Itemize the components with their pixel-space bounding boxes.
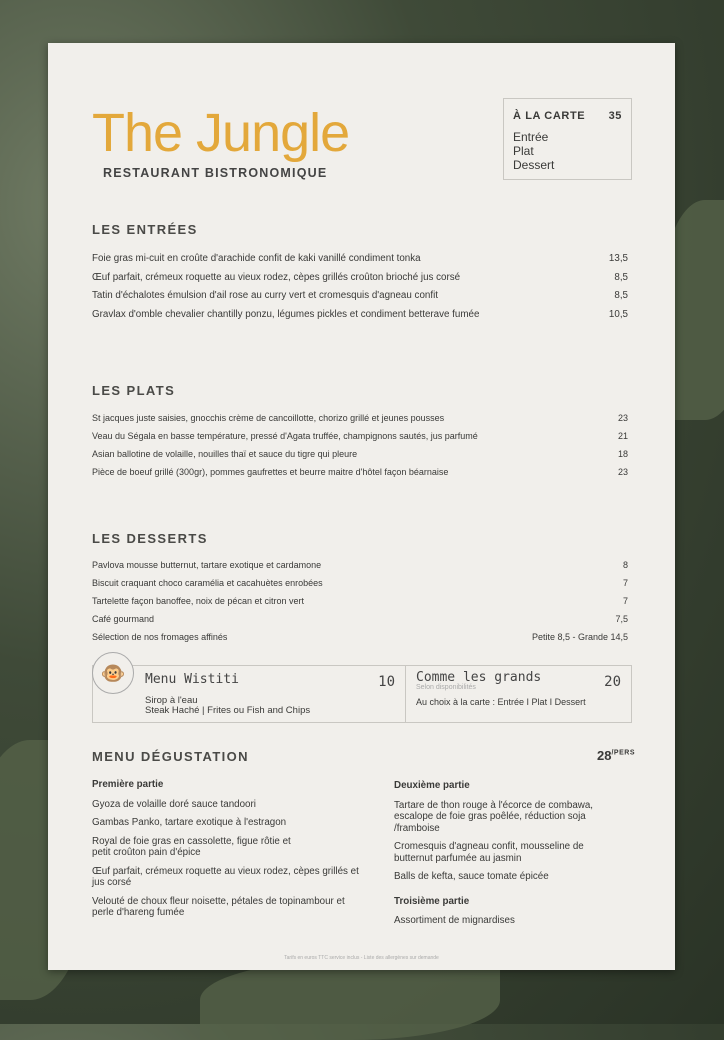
menu-item xyxy=(92,449,628,461)
menu-item xyxy=(92,467,628,479)
item-name: Foie gras mi-cuit en croûte d'arachide confit de kaki vanillé condiment tonka xyxy=(92,253,421,264)
menu-item xyxy=(92,560,628,572)
item-name: Pièce de boeuf grillé (300gr), pommes gaufrettes et beurre maitre d'hôtel façon béarnaise xyxy=(92,467,449,477)
item-name: Asian ballotine de volaille, nouilles thaï et sauce du tigre qui pleure xyxy=(92,449,358,459)
grands-desc: Au choix à la carte : Entrée I Plat I Dessert xyxy=(416,697,586,707)
degustation-part-2 xyxy=(394,780,624,934)
item-price: 7 xyxy=(622,578,628,588)
leaf-decoration xyxy=(200,960,500,1040)
entrees-list xyxy=(92,253,628,327)
item-price: 8 xyxy=(622,560,628,570)
plats-list xyxy=(92,413,628,485)
grands-note: Selon disponibilités xyxy=(416,684,476,691)
dish: Œuf parfait, crémeux roquette au vieux rodez, cèpes grillés et jus corsé xyxy=(92,865,359,888)
dish: Gambas Panko, tartare exotique à l'estragon xyxy=(92,817,287,828)
dish: Assortiment de mignardises xyxy=(394,915,515,926)
item-price: 8,5 xyxy=(614,290,628,301)
menu-item xyxy=(92,578,628,590)
item-name: Œuf parfait, crémeux roquette au vieux rodez, cèpes grillés croûton brioché jus corsé xyxy=(92,271,461,283)
menu-item xyxy=(92,413,628,425)
item-name: Tartelette façon banoffee, noix de pécan et citron vert xyxy=(92,596,304,606)
grands-price: 20 xyxy=(604,674,621,690)
item-name: Café gourmand xyxy=(92,614,155,624)
kids-menu-price: 10 xyxy=(378,674,395,690)
logo-subtitle: RESTAURANT BISTRONOMIQUE xyxy=(103,166,328,180)
menu-item xyxy=(92,614,628,626)
carte-item: Plat xyxy=(513,144,534,158)
menu-item xyxy=(92,431,628,443)
menu-item xyxy=(92,309,628,321)
carte-item: Dessert xyxy=(513,158,555,172)
item-name: Pavlova mousse butternut, tartare exotique et cardamone xyxy=(92,560,322,570)
price-value: 28 xyxy=(597,748,612,763)
menu-item xyxy=(92,596,628,608)
dish: Cromesquis d'agneau confit, mousseline de butternut parfumée au jasmin xyxy=(394,841,584,864)
item-price: 13,5 xyxy=(608,253,628,264)
part-title: Deuxième partie xyxy=(394,780,470,791)
dish: Balls de kefta, sauce tomate épicée xyxy=(394,871,549,882)
monkey-icon: 🐵 xyxy=(92,652,134,694)
menu-item xyxy=(92,290,628,302)
menu-item xyxy=(92,632,628,644)
logo-title: The Jungle xyxy=(92,103,350,163)
kids-menu-title: Menu Wistiti xyxy=(145,672,239,687)
desserts-list xyxy=(92,560,628,650)
price-unit: /PERS xyxy=(611,749,635,757)
kids-line-1: Sirop à l'eau xyxy=(145,695,198,706)
item-name: Biscuit craquant choco caramélia et cacahuètes enrobées xyxy=(92,578,323,588)
carte-price: 35 xyxy=(608,110,622,122)
item-name: St jacques juste saisies, gnocchis crème de cancoillotte, chorizo grillé et jeunes pousses xyxy=(92,413,445,423)
menu-card xyxy=(48,43,675,970)
item-name: Gravlax d'omble chevalier chantilly ponzu, légumes pickles et condiment betterave fumée xyxy=(92,308,480,320)
item-price: 7,5 xyxy=(615,614,628,624)
item-price: 7 xyxy=(622,596,628,606)
item-price: 10,5 xyxy=(608,308,628,320)
a-la-carte-box xyxy=(503,98,632,180)
section-title-entrees: LES ENTRÉES xyxy=(92,222,198,237)
section-title-plats: LES PLATS xyxy=(92,383,176,398)
kids-line-2: Steak Haché | Frites ou Fish and Chips xyxy=(145,705,311,716)
menu-wistiti xyxy=(93,666,405,722)
item-name: Sélection de nos fromages affinés xyxy=(92,632,228,642)
dish: Royal de foie gras en cassolette, figue rôtie et petit croûton pain d'épice xyxy=(92,835,291,858)
item-price: 18 xyxy=(617,449,628,459)
section-title-desserts: LES DESSERTS xyxy=(92,531,208,546)
carte-item: Entrée xyxy=(513,130,549,144)
item-price: 23 xyxy=(617,413,628,423)
carte-title: À LA CARTE xyxy=(513,110,586,122)
dish: Gyoza de volaille doré sauce tandoori xyxy=(92,798,256,810)
section-title-degustation: MENU DÉGUSTATION xyxy=(92,749,249,764)
footer-note: Tarifs en euros TTC service inclus - Liste des allergènes sur demande xyxy=(284,955,439,961)
dish: Velouté de choux fleur noisette, pétales de topinambour et perle d'hareng fumée xyxy=(92,895,345,918)
item-price: 21 xyxy=(617,431,628,441)
dish: Tartare de thon rouge à l'écorce de combawa, escalope de foie gras poêlée, réduction soja /framboise xyxy=(394,799,594,834)
item-price: Petite 8,5 - Grande 14,5 xyxy=(531,632,628,642)
degustation-part-1 xyxy=(92,779,372,926)
degustation-price xyxy=(597,748,635,763)
item-name: Tatin d'échalotes émulsion d'ail rose au curry vert et cromesquis d'agneau confit xyxy=(92,290,438,301)
part-title: Première partie xyxy=(92,779,164,790)
grands-title: Comme les grands xyxy=(416,670,542,685)
part-title: Troisième partie xyxy=(394,895,470,907)
item-name: Veau du Ségala en basse température, pressé d'Agata truffée, champignons sautés, jus parfumé xyxy=(92,431,478,441)
item-price: 8,5 xyxy=(614,271,628,283)
menu-item xyxy=(92,272,628,284)
comme-les-grands xyxy=(405,666,631,722)
menu-item xyxy=(92,253,628,265)
kids-menu-box xyxy=(92,665,632,723)
item-price: 23 xyxy=(617,467,628,477)
